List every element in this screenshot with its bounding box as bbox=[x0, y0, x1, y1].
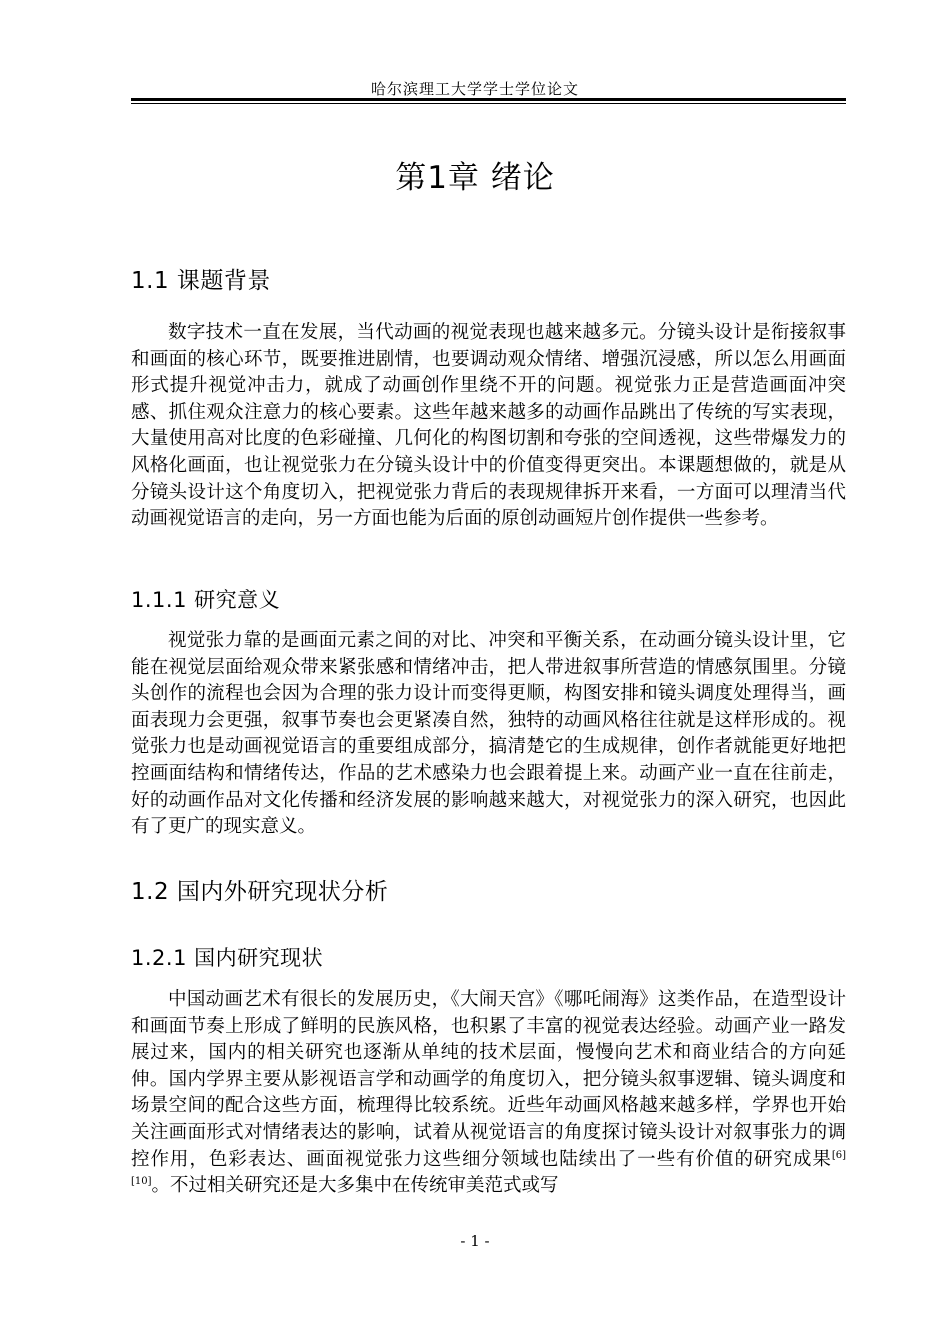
paragraph-text-continued: 。不过相关研究还是大多集中在传统审美范式或写 bbox=[151, 1175, 559, 1197]
header-rule-thick bbox=[131, 98, 846, 101]
page-number: - 1 - bbox=[460, 1232, 490, 1250]
running-header: 哈尔滨理工大学学士学位论文 bbox=[370, 80, 579, 98]
paragraph-text: 中国动画艺术有很长的发展历史，《大闹天宫》《哪吒闹海》这类作品，在造型设计和画面节奏上形成了鲜明的民族风格，也积累了丰富的视觉表达经验。动画产业一路发展过来，国内的相关研究也逐渐从单纯的技术层面，慢慢向艺术和商业结合的方向延伸。国内学界主要从影视语言学和动画学的角度切入，把分镜头叙事逻辑、镜头调度和场景空间的配合这些方面，梳理得比较系统。近些年动画风格越来越多样，学界也开始关注画面形式对情绪表达的影响，试着从视觉语言的角度探讨镜头设计对叙事张力的调控作用，色彩表达、画面视觉张力这些细分领域也陆续出了一些有价值的研究成果 bbox=[131, 989, 846, 1170]
section-heading-1-2-1: 1.2.1 国内研究现状 bbox=[131, 946, 324, 970]
header-rule-thin bbox=[131, 103, 846, 104]
section-heading-1-1-1: 1.1.1 研究意义 bbox=[131, 588, 281, 612]
chapter-title: 第1章 绪论 bbox=[395, 160, 555, 196]
paragraph-1-1: 数字技术一直在发展，当代动画的视觉表现也越来越多元。分镜头设计是衔接叙事和画面的核心环节，既要推进剧情，也要调动观众情绪、增强沉浸感，所以怎么用画面形式提升视觉冲击力，就成了动画创作里绕不开的问题。视觉张力正是营造画面冲突感、抓住观众注意力的核心要素。这些年越来越多的动画作品跳出了传统的写实表现，大量使用高对比度的色彩碰撞、几何化的构图切割和夸张的空间透视，这些带爆发力的风格化画面，也让视觉张力在分镜头设计中的价值变得更突出。本课题想做的，就是从分镜头设计这个角度切入，把视觉张力背后的表现规律拆开来看，一方面可以理清当代动画视觉语言的走向，另一方面也能为后面的原创动画短片创作提供一些参考。 bbox=[131, 322, 846, 530]
section-heading-1-1: 1.1 课题背景 bbox=[131, 268, 271, 294]
section-heading-1-2: 1.2 国内外研究现状分析 bbox=[131, 879, 389, 905]
citation-superscript: [6] [10] bbox=[131, 1149, 846, 1187]
paragraph-1-2-1 bbox=[131, 987, 846, 1200]
paragraph-1-1-1: 视觉张力靠的是画面元素之间的对比、冲突和平衡关系，在动画分镜头设计里，它能在视觉层面给观众带来紧张感和情绪冲击，把人带进叙事所营造的情感氛围里。分镜头创作的流程也会因为合理的张力设计而变得更顺，构图安排和镜头调度处理得当，画面表现力会更强，叙事节奏也会更紧凑自然，独特的动画风格往往就是这样形成的。视觉张力也是动画视觉语言的重要组成部分，搞清楚它的生成规律，创作者就能更好地把控画面结构和情绪传达，作品的艺术感染力也会跟着提上来。动画产业一直在往前走，好的动画作品对文化传播和经济发展的影响越来越大，对视觉张力的深入研究，也因此有了更广的现实意义。 bbox=[131, 630, 846, 838]
